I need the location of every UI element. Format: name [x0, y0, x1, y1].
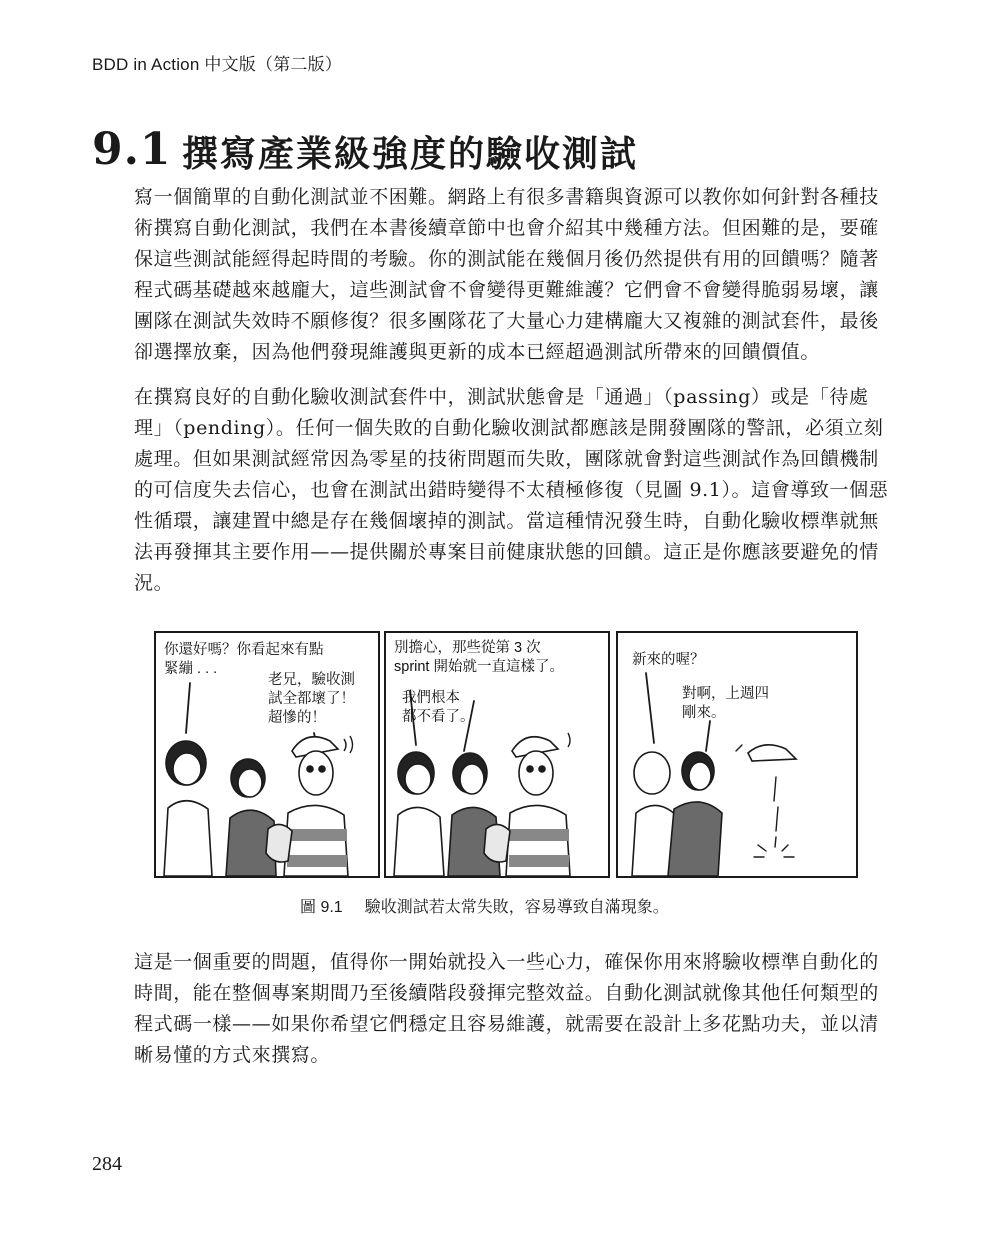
speech-line: 試全都壞了！ — [268, 691, 355, 707]
text-line: 的可信度失去信心，也會在測試出錯時變得不太積極修復（見圖 9.1）。這會導致一個惡 — [134, 479, 889, 501]
speech-line: sprint 開始就一直這樣了。 — [394, 659, 564, 675]
text-line: 卻選擇放棄，因為他們發現維護與更新的成本已經超過測試所帶來的回饋價值。 — [134, 341, 821, 363]
text-line: 在撰寫良好的自動化驗收測試套件中，測試狀態會是「通過」（passing）或是「待處 — [134, 386, 869, 408]
text-line: 法再發揮其主要作用——提供關於專案目前健康狀態的回饋。這正是你應該要避免的情 — [134, 541, 879, 563]
text-line: 術撰寫自動化測試，我們在本書後續章節中也會介紹其中幾種方法。但困難的是，要確 — [134, 217, 879, 239]
comic-panel-1 — [154, 631, 380, 878]
speech-line: 你還好嗎？你看起來有點 — [164, 642, 324, 658]
speech-bubble — [632, 651, 705, 670]
text-line: 保這些測試能經得起時間的考驗。你的測試能在幾個月後仍然提供有用的回饋嗎？隨著 — [134, 248, 879, 270]
figure-caption-text: 驗收測試若太常失敗，容易導致自滿現象。 — [364, 899, 669, 916]
section-title: 撰寫產業級強度的驗收測試 — [182, 134, 639, 175]
comic-panel-2 — [384, 631, 610, 878]
text-line: 性循環，讓建置中總是存在幾個壞掉的測試。當這種情況發生時，自動化驗收標準就無 — [134, 510, 879, 532]
text-line: 時間，能在整個專案期間乃至後續階段發揮完整效益。自動化測試就像其他任何類型的 — [134, 982, 879, 1004]
speech-bubble — [394, 639, 564, 677]
paragraph-1 — [134, 182, 879, 368]
text-line: 團隊在測試失效時不願修復？很多團隊花了大量心力建構龐大又複雜的測試套件，最後 — [134, 310, 879, 332]
text-line: 晰易懂的方式來撰寫。 — [134, 1044, 331, 1066]
text-line: 寫一個簡單的自動化測試並不困難。網路上有很多書籍與資源可以教你如何針對各種技 — [134, 186, 879, 208]
text-line: 處理。但如果測試經常因為零星的技術問題而失敗，團隊就會對這些測試作為回饋機制 — [134, 448, 879, 470]
comic-figure — [154, 631, 858, 876]
speech-line: 別擔心，那些從第 3 次 — [394, 640, 541, 656]
page-number: 284 — [92, 1153, 122, 1175]
text-line: 理」（pending）。任何一個失敗的自動化驗收測試都應該是開發團隊的警訊，必須立刻 — [134, 417, 884, 439]
speech-line: 新來的喔？ — [632, 652, 705, 668]
speech-line: 超慘的！ — [268, 710, 326, 726]
text-line: 程式碼一樣——如果你希望它們穩定且容易維護，就需要在設計上多花點功夫，並以清 — [134, 1013, 879, 1035]
text-line: 這是一個重要的問題，值得你一開始就投入一些心力，確保你用來將驗收標準自動化的 — [134, 951, 879, 973]
speech-bubble — [402, 689, 475, 727]
speech-line: 我們根本 — [402, 690, 460, 706]
comic-panel-3 — [616, 631, 858, 878]
paragraph-3 — [134, 947, 879, 1071]
speech-line: 對啊，上週四 — [682, 686, 769, 702]
speech-bubble — [268, 671, 355, 728]
figure-caption — [300, 894, 669, 917]
paragraph-2 — [134, 382, 889, 599]
text-line: 況。 — [134, 572, 174, 594]
section-number: 9.1 — [92, 124, 172, 175]
speech-line: 緊繃 . . . — [164, 661, 218, 677]
figure-label: 圖 9.1 — [300, 899, 343, 916]
speech-bubble — [682, 685, 769, 723]
text-line: 程式碼基礎越來越龐大，這些測試會不會變得更難維護？它們會不會變得脆弱易壞，讓 — [134, 279, 879, 301]
speech-line: 老兄，驗收測 — [268, 672, 355, 688]
speech-line: 都不看了。 — [402, 709, 475, 725]
running-head: BDD in Action 中文版（第二版） — [92, 55, 343, 74]
speech-line: 剛來。 — [682, 705, 726, 721]
